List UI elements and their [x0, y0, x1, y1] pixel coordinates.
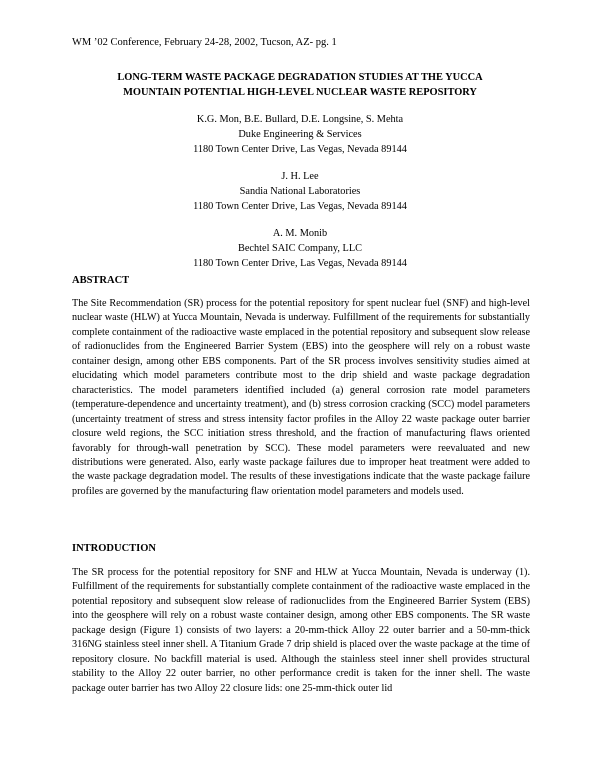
introduction-heading: INTRODUCTION: [72, 543, 157, 554]
author-address: 1180 Town Center Drive, Las Vegas, Nevada 89144: [193, 257, 407, 269]
author-affiliation: Bechtel SAIC Company, LLC: [237, 242, 363, 254]
introduction-text: The SR process for the potential repository for SNF and HLW at Yucca Mountain, Nevada is underway (1). Fulfillment of the requirements for substantially complete containment of the radioactive waste emplaced in the potential repository and subsequent slow release of radionuclides from the Engineered Barrier System (EBS) into the geosphere will rely on a robust waste container design, among other EBS components. The SR waste package design (Figure 1) consists of two layers: a 20-mm-thick Alloy 22 outer barrier and a 50-mm-thick 316NG stainless steel inner shell. A Titanium Grade 7 drip shield is placed over the waste package at the time of repository closure. No backfill material is used. Although the stainless steel inner shell provides structural stability to the Alloy 22 outer barrier, no other performance credit is taken for the inner shell. The waste package outer barrier has two Alloy 22 closure lids: one 25-mm-thick outer lid: [72, 567, 530, 694]
author-group: [150, 227, 450, 271]
abstract-text: The Site Recommendation (SR) process for the potential repository for spent nuclear fuel (SNF) and high-level nuclear waste (HLW) at Yucca Mountain, Nevada is underway. Fulfillment of the requirements for substantially complete containment of the radioactive waste emplaced in the potential repository and subsequent slow release of radionuclides from the Engineered Barrier System (EBS) into the geosphere will rely on a robust waste container design, among other EBS components. Part of the SR process involves sensitivity studies aimed at elucidating which model parameters contribute most to the drip shield and waste package degradation characteristics. The model parameters identified included (a) general corrosion rate model parameters (temperature-dependence and uncertainty treatment), and (b) stress corrosion cracking (SCC) model parameters (uncertainty treatment of stress and stress intensity factor profiles in the Alloy 22 waste package outer barrier closure weld regions, the SCC initiation stress threshold, and the fraction of manufacturing flaws oriented favorably for through-wall penetration by SCC). These model parameters were reevaluated and new distributions were generated. Also, early waste package failures due to improper heat treatment were added to the waste package degradation model. The results of these investigations indicate that the waste package failure profiles are governed by the manufacturing flaw orientation model parameters and models used.: [72, 298, 530, 497]
paper-title: [60, 70, 540, 100]
author-affiliation: Sandia National Laboratories: [239, 185, 361, 197]
author-address: 1180 Town Center Drive, Las Vegas, Nevada 89144: [193, 143, 407, 155]
title-line-1: LONG-TERM WASTE PACKAGE DEGRADATION STUDIES AT THE YUCCA: [117, 72, 483, 83]
running-header: WM ’02 Conference, February 24-28, 2002, Tucson, AZ- pg. 1: [72, 37, 337, 48]
abstract-heading: ABSTRACT: [72, 275, 130, 286]
author-address: 1180 Town Center Drive, Las Vegas, Nevada 89144: [193, 200, 407, 212]
author-names: K.G. Mon, B.E. Bullard, D.E. Longsine, S. Mehta: [196, 114, 404, 125]
author-block: [150, 113, 450, 284]
title-line-2: MOUNTAIN POTENTIAL HIGH-LEVEL NUCLEAR WASTE REPOSITORY: [123, 87, 477, 98]
author-affiliation: Duke Engineering & Services: [238, 128, 362, 140]
author-group: [150, 113, 450, 157]
author-group: [150, 170, 450, 214]
author-names: J. H. Lee: [281, 170, 319, 182]
author-names: A. M. Monib: [272, 227, 328, 239]
